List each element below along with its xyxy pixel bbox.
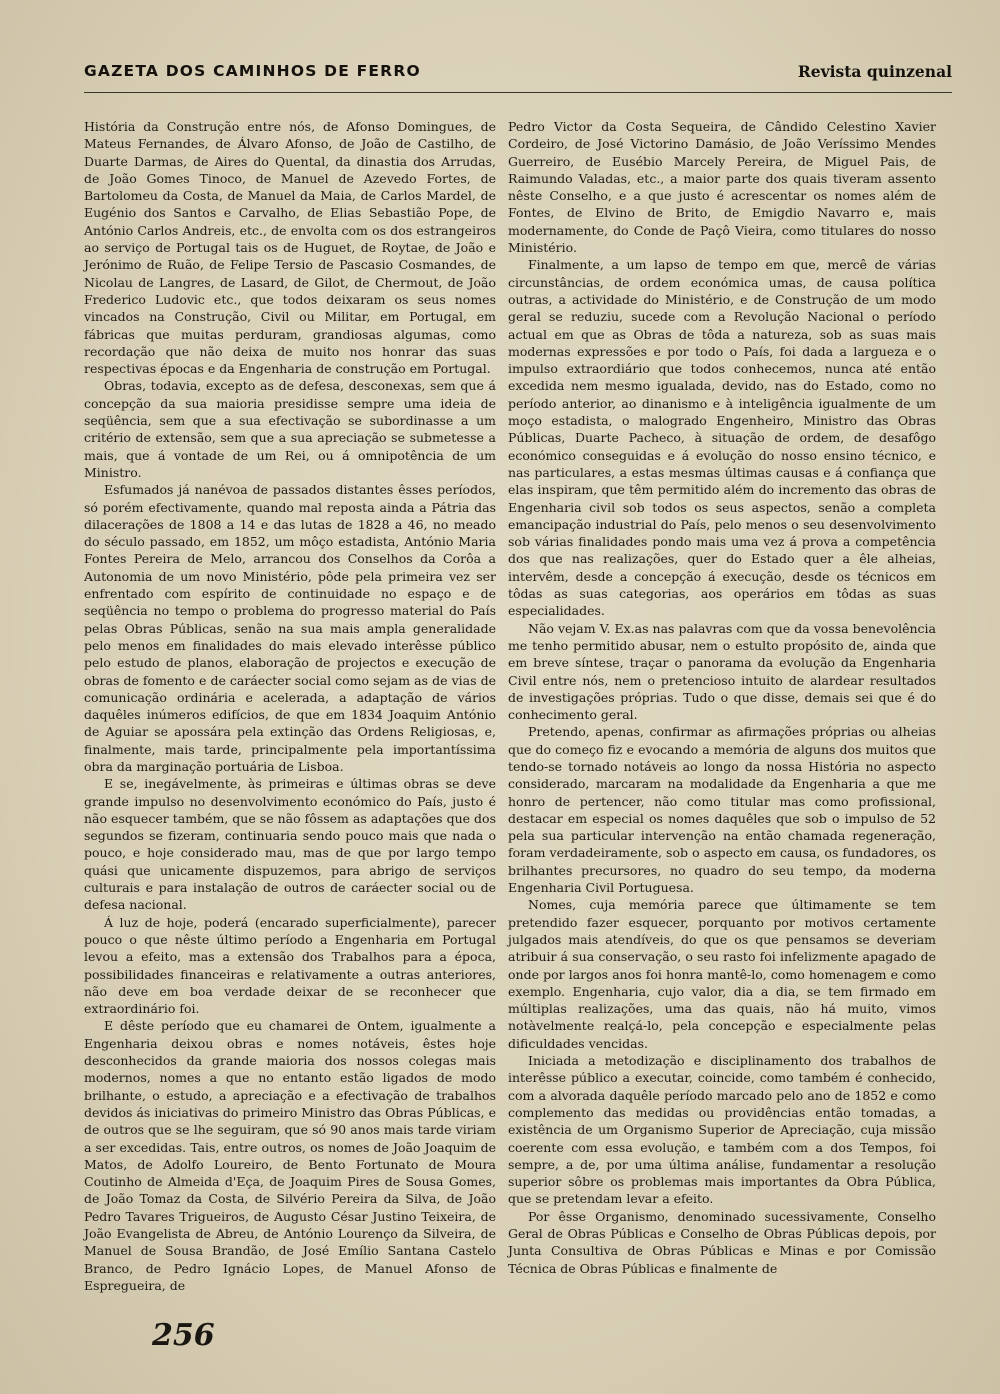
paragraph: História da Construção entre nós, de Afonso Domingues, de Mateus Fernandes, de Álvaro Afonso, de João de Castilho, de Duarte Darmas, de Aires do Quental, da dinastia dos Arrudas, de João Gomes Tinoco, de Manuel de Azevedo Fortes, de Bartolomeu da Costa, de Manuel da Maia, de Carlos Mardel, de Eugénio dos Santos e Carvalho, de Elias Sebastião Pope, de António Carlos Andreis, etc., de envolta com os dos estrangeiros ao serviço de Portugal tais os de Huguet, de Roytae, de João e Jerónimo de Ruão, de Felipe Tersio de Pascasio Cosmandes, de Nicolau de Langres, de Lasard, de Gilot, de Chermout, de João Frederico Ludovic etc., que todos deixaram os seus nomes vincados na Construção, Civil ou Militar, em Portugal, em fábricas que muitas perduram, grandiosas algumas, como recordação que não deixa de muito nos honrar das suas respectivas épocas e da Engenharia de construção em Portugal. <box>84 119 496 377</box>
page-header <box>84 62 952 90</box>
tagline: Revista quinzenal <box>797 62 952 81</box>
paragraph: Pretendo, apenas, confirmar as afirmações próprias ou alheias que do começo fiz e evocando a memória de alguns dos muitos que tendo-se tornado notáveis ao longo da nossa História no aspecto considerado, marcaram na modalidade da Engenharia a que me honro de pertencer, não como titular mas como profissional, destacar em especial os nomes daquêles que sob o impulso de 52 pela sua particular intervenção na então chamada regeneração, foram verdadeiramente, sob o aspecto em causa, os fundadores, os brilhantes precursores, no quadro do seu tempo, da moderna Engenharia Civil Portuguesa. <box>508 724 936 896</box>
paragraph: Á luz de hoje, poderá (encarado superficialmente), parecer pouco o que nêste último período a Engenharia em Portugal levou a efeito, mas a extensão dos Trabalhos para a época, possibilidades financeiras e relativamente a outras anteriores, não deve em boa verdade deixar de se reconhecer que extraordinário foi. <box>84 914 496 1017</box>
paragraph: Finalmente, a um lapso de tempo em que, mercê de várias circunstâncias, de ordem económica umas, de causa política outras, a actividade do Ministério, e de Construção de um modo geral se reduziu, sucede com a Revolução Nacional o período actual em que as Obras de tôda a natureza, sob as suas mais modernas expressões e por todo o País, foi dada a largueza e o impulso extraordiário que todos conhecemos, nunca até então excedida nem mesmo igualada, devido, nas do Estado, como no período anterior, ao dinanismo e à inteligência igualmente de um moço estadista, o malogrado Engenheiro, Ministro das Obras Públicas, Duarte Pacheco, à situação de ordem, de desafôgo económico conseguidas e á evolução do nosso ensino técnico, e nas particulares, a estas mesmas últimas causas e á confiança que elas inspiram, que têm permitido além do incremento das obras de Engenharia civil sob todos os seus aspectos, senão a completa emancipação industrial do País, pelo menos o seu desenvolvimento sob várias finalidades pondo mais uma vez á prova a competência dos que nas realizações, quer do Estado quer a êle alheias, intervêm, desde a concepção á execução, desde os técnicos em tôdas as suas categorias, aos operários em tôdas as suas especialidades. <box>508 257 936 619</box>
page-number: 256 <box>152 1318 215 1353</box>
header-rule <box>84 92 952 93</box>
left-column <box>84 118 496 1294</box>
paragraph: Não vejam V. Ex.as nas palavras com que da vossa benevolência me tenho permitido abusar, nem o estulto propósito de, ainda que em breve síntese, traçar o panorama da evolução da Engenharia Civil entre nós, nem o pretencioso intuito de alardear resultados de investigações próprias. Tudo o que disse, demais sei que é do conhecimento geral. <box>508 620 936 723</box>
paragraph: Obras, todavia, excepto as de defesa, desconexas, sem que á concepção da sua maioria presidisse sempre uma ideia de seqüência, sem que a sua efectivação se subordinasse a um critério de extensão, sem que a sua apreciação se submetesse a mais, que á vontade de um Rei, ou á omnipotência de um Ministro. <box>84 378 496 480</box>
right-column <box>508 118 936 1277</box>
paragraph: Pedro Victor da Costa Sequeira, de Cândido Celestino Xavier Cordeiro, de José Victorino Damásio, de João Veríssimo Mendes Guerreiro, de Eusébio Marcely Pereira, de Miguel Pais, de Raimundo Valadas, etc., a maior parte dos quais tiveram assento nêste Conselho, e a que justo é acrescentar os nomes além de Fontes, de Elvino de Brito, de Emigdio Navarro e, mais modernamente, do Conde de Paçô Vieira, como titulares do nosso Ministério. <box>508 119 936 256</box>
paragraph: E se, inegávelmente, às primeiras e últimas obras se deve grande impulso no desenvolvimento económico do País, justo é não esquecer também, que se não fôssem as adaptações que dos segundos se fizeram, continuaria sendo pouco mais que nada o pouco, e hoje considerado mau, mas de que por largo tempo quási que unicamente dispuzemos, para abrigo de serviços culturais e para instalação de outros de caráecter social ou de defesa nacional. <box>84 776 496 913</box>
paragraph: Esfumados já nanévoa de passados distantes êsses períodos, só porém efectivamente, quando mal reposta ainda a Pátria das dilacerações de 1808 a 14 e das lutas de 1828 a 46, no meado do século passado, em 1852, um môço estadista, António Maria Fontes Pereira de Melo, arrancou dos Conselhos da Corôa a Autonomia de um novo Ministério, pôde pela primeira vez ser enfrentado com espírito de continuidade no espaço e de seqüência no tempo o problema do progresso material do País pelas Obras Públicas, senão na sua mais ampla generalidade pelo menos em finalidades do mais elevado interêsse público pelo estudo de planos, elaboração de projectos e execução de obras de fomento e de caráecter social como sejam as de vias de comunicação ordinária e acelerada, a adaptação de vários daquêles inúmeros edifícios, de que em 1834 Joaquim António de Aguiar se apossára pela extinção das Ordens Religiosas, e, finalmente, mais tarde, principalmente pela importantíssima obra da marginação portuária de Lisboa. <box>84 482 496 774</box>
paragraph: Por êsse Organismo, denominado sucessivamente, Conselho Geral de Obras Públicas e Conselho de Obras Públicas depois, por Junta Consultiva de Obras Públicas e Minas e por Comissão Técnica de Obras Públicas e finalmente de <box>508 1208 936 1276</box>
masthead: GAZETA DOS CAMINHOS DE FERRO <box>84 62 421 80</box>
paragraph: Iniciada a metodização e disciplinamento dos trabalhos de interêsse público a executar, coincide, como também é conhecido, com a alvorada daquêle período marcado pelo ano de 1852 e como complemento das medidas ou providências então tomadas, a existência de um Organismo Superior de Apreciação, cuja missão coerente com essa evolução, e também com a dos Tempos, foi sempre, a de, por uma última análise, fundamentar a resolução superior sôbre os problemas mais importantes da Obra Pública, que se pretendam levar a efeito. <box>508 1053 936 1207</box>
paragraph: Nomes, cuja memória parece que últimamente se tem pretendido fazer esquecer, porquanto por motivos certamente julgados mais atendíveis, do que os que pensamos se deveriam atribuir á sua conservação, o seu rasto foi infelizmente apagado de onde por largos anos foi honra mantê-lo, como homenagem e como exemplo. Engenharia, cujo valor, dia a dia, se tem firmado em múltiplas realizações, uma das quais, não há muito, vimos notàvelmente realçá-lo, pela concepção e especialmente pelas dificuldades vencidas. <box>508 897 936 1051</box>
paragraph: E dêste período que eu chamarei de Ontem, igualmente a Engenharia deixou obras e nomes notáveis, êstes hoje desconhecidos da grande maioria dos nossos colegas mais modernos, nomes a que no entanto estão ligados de modo brilhante, o estudo, a apreciação e a efectivação de trabalhos devidos ás iniciativas do primeiro Ministro das Obras Públicas, e de outros que se lhe seguiram, que só 90 anos mais tarde viriam a ser excedidas. Tais, entre outros, os nomes de João Joaquim de Matos, de Adolfo Loureiro, de Bento Fortunato de Moura Coutinho de Almeida d'Eça, de Joaquim Pires de Sousa Gomes, de João Tomaz da Costa, de Silvério Pereira da Silva, de João Pedro Tavares Trigueiros, de Augusto César Justino Teixeira, de João Evangelista de Abreu, de António Lourenço da Silveira, de Manuel de Sousa Brandão, de José Emílio Santana Castelo Branco, de Pedro Ignácio Lopes, de Manuel Afonso de Espregueira, de <box>84 1018 496 1293</box>
